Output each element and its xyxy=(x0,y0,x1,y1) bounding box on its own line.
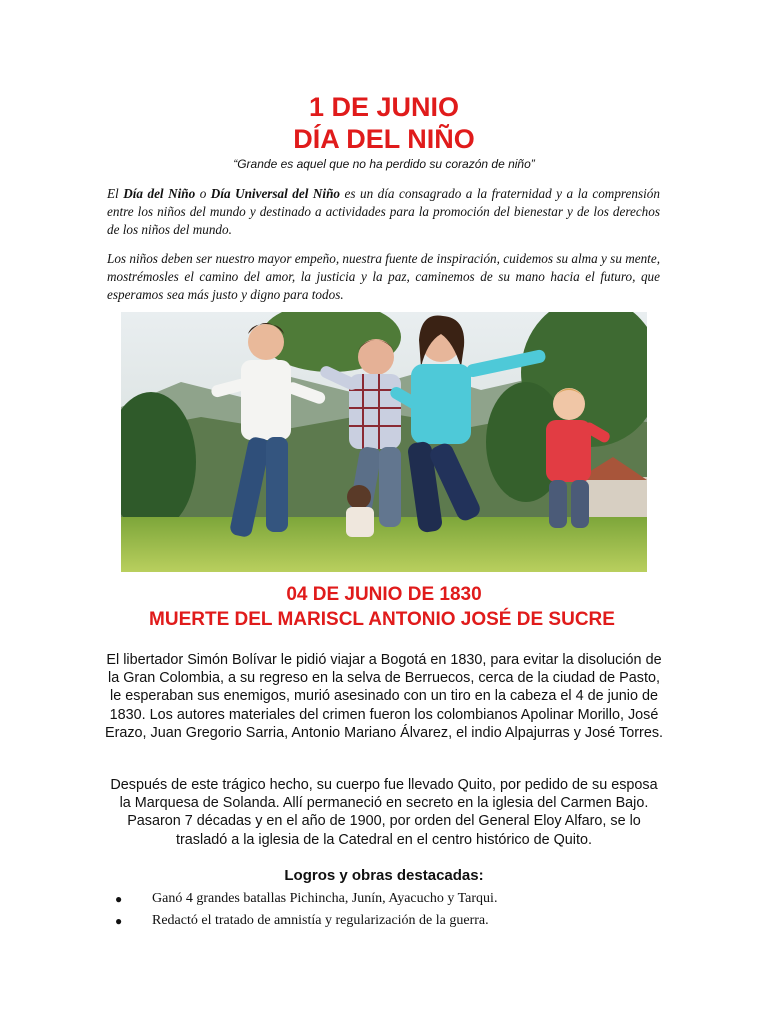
bullet-icon: ● xyxy=(115,892,123,906)
achievements-heading: Logros y obras destacadas: xyxy=(284,867,484,884)
title-celebration: DÍA DEL NIÑO xyxy=(293,124,475,154)
list-item-text: Redactó el tratado de amnistía y regularización de la guerra. xyxy=(152,913,489,928)
intro-bold-1: Día del Niño xyxy=(123,186,196,201)
intro-text-d: es un día consagrado a la fraternidad y a la comprensión entre los niños del mundo y destinado a actividades para la promoción del bienestar y de los derechos de los niños del mundo. xyxy=(107,186,660,237)
sucre-paragraph-2: Después de este trágico hecho, su cuerpo fue llevado Quito, por pedido de su esposa la Marquesa de Solanda. Allí permaneció en secreto en la iglesia del Carmen Bajo. Pasaron 7 décadas y en el año de 1900, por orden del General Eloy Alfaro, se lo trasladó a la iglesia de la Catedral en el centro histórico de Quito. xyxy=(110,777,658,848)
list-item xyxy=(112,910,672,932)
intro-text-a: El xyxy=(107,186,124,201)
intro-paragraph-2: Los niños deben ser nuestro mayor empeño, nuestra fuente de inspiración, cuidemos su alma y su mente, mostrémosles el camino del amor, la justicia y la paz, caminemos de su mano hacia el futuro, que esperamos sea más justo y digno para todos. xyxy=(107,251,660,302)
title-date: 1 DE JUNIO xyxy=(308,92,460,122)
intro-paragraph-1 xyxy=(107,185,660,239)
achievements-list xyxy=(112,888,672,932)
intro-bold-2: Día Universal del Niño xyxy=(210,186,341,201)
list-item xyxy=(112,888,672,910)
sucre-paragraph-1: El libertador Simón Bolívar le pidió viajar a Bogotá en 1830, para evitar la disolución de la Gran Colombia, a su regreso en la selva de Berruecos, cerca de la ciudad de Pasto, le esperaban sus enemigos, murió asesinado con un tiro en la cabeza el 4 de junio de 1830. Los autores materiales del crimen fueron los colombianos Apolinar Morillo, José Erazo, Juan Gregorio Sarria, Antonio Mariano Álvarez, el indio Alpajurras y José Torres. xyxy=(104,652,664,741)
children-playing-photo xyxy=(121,312,647,572)
list-item-text: Ganó 4 grandes batallas Pichincha, Junín, Ayacucho y Tarqui. xyxy=(152,891,498,906)
sucre-title-heading: MUERTE DEL MARISCL ANTONIO JOSÉ DE SUCRE xyxy=(149,609,615,630)
intro-text-c: o xyxy=(195,186,211,201)
epigraph-quote: “Grande es aquel que no ha perdido su corazón de niño” xyxy=(233,157,535,171)
bullet-icon: ● xyxy=(115,914,123,928)
sucre-date-heading: 04 DE JUNIO DE 1830 xyxy=(286,584,482,605)
